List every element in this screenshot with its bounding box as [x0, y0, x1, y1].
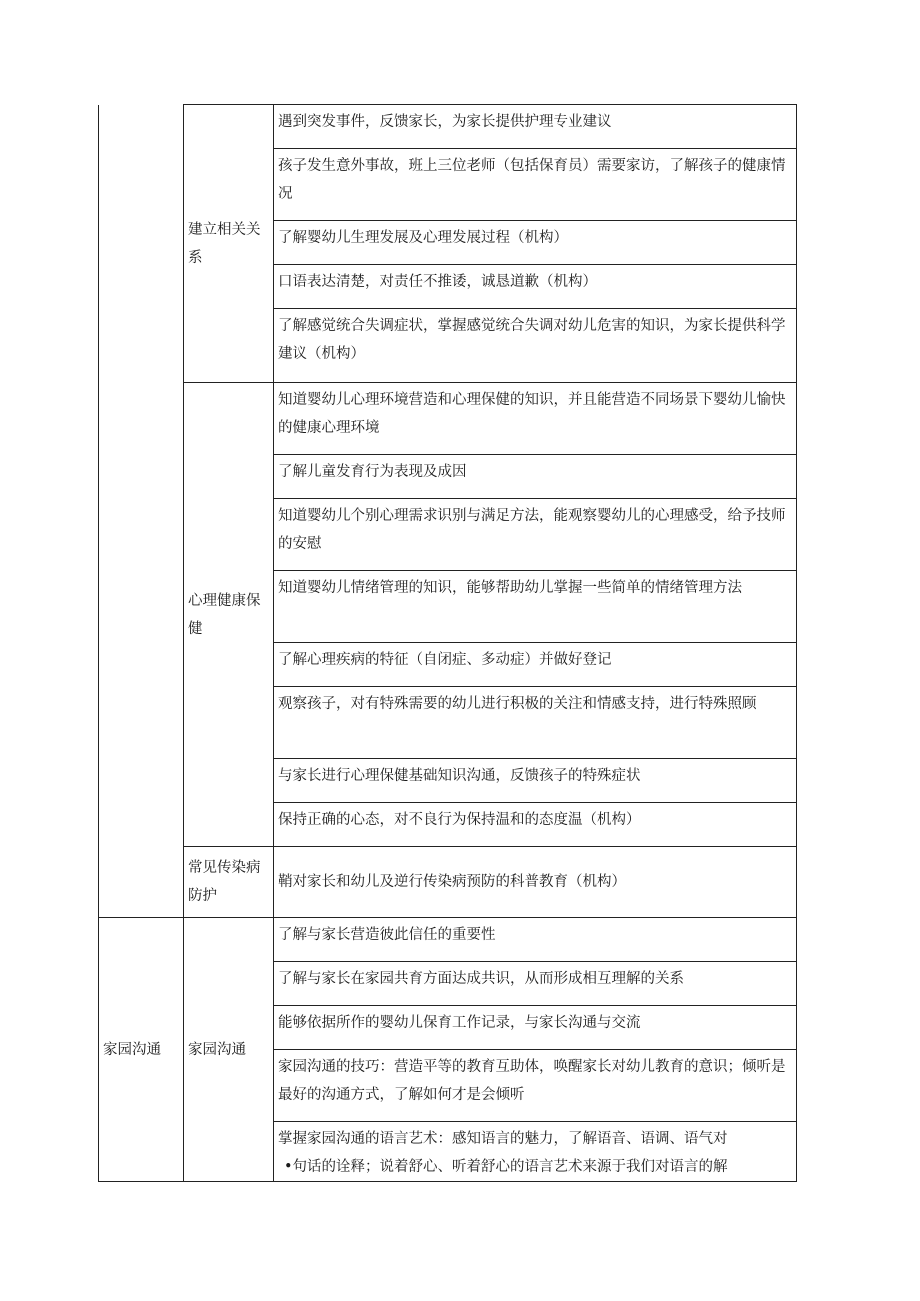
table-row	[99, 918, 797, 962]
item-text-continued: •句话的诠释；说着舒心、听着舒心的语言艺术来源于我们对语言的解	[284, 1159, 728, 1175]
item-cell: 遇到突发事件，反馈家长，为家长提供护理专业建议	[274, 105, 797, 149]
subcategory-cell: 家园沟通	[184, 918, 274, 1182]
table-row	[99, 105, 797, 149]
subcategory-cell: 建立相关关系	[184, 105, 274, 383]
item-text: 掌握家园沟通的语言艺术：感知语言的魅力，了解语音、语调、语气对	[278, 1131, 728, 1147]
table-row	[99, 847, 797, 918]
item-cell: 与家长进行心理保健基础知识沟通，反馈孩子的特殊症状	[274, 759, 797, 803]
item-cell: 孩子发生意外事故，班上三位老师（包括保育员）需要家访，了解孩子的健康情况	[274, 149, 797, 221]
item-cell: 知道婴幼儿情绪管理的知识，能够帮助幼儿掌握一些简单的情绪管理方法	[274, 571, 797, 643]
category-cell: 家园沟通	[99, 918, 184, 1182]
item-cell: 知道婴幼儿个别心理需求识别与满足方法，能观察婴幼儿的心理感受，给予技师的安慰	[274, 499, 797, 571]
item-cell: 家园沟通的技巧：营造平等的教育互助体，唤醒家长对幼儿教育的意识；倾听是最好的沟通方式，了解如何才是会倾听	[274, 1050, 797, 1122]
item-cell: 保持正确的心态，对不良行为保持温和的态度温（机构）	[274, 803, 797, 847]
item-cell: 了解婴幼儿生理发展及心理发展过程（机构）	[274, 221, 797, 265]
item-cell: 口语表达清楚，对责任不推诿，诚恳道歉（机构）	[274, 265, 797, 309]
table-row	[99, 383, 797, 455]
item-cell: 了解与家长在家园共育方面达成共识，从而形成相互理解的关系	[274, 962, 797, 1006]
item-cell: 鞘对家长和幼儿及逆行传染病预防的科普教育（机构）	[274, 847, 797, 918]
item-cell: 了解感觉统合失调症状，掌握感觉统合失调对幼儿危害的知识，为家长提供科学建议（机构）	[274, 309, 797, 383]
item-cell: 观察孩子，对有特殊需要的幼儿进行积极的关注和情感支持，进行特殊照顾	[274, 687, 797, 759]
content-table	[98, 104, 797, 1182]
subcategory-cell: 常见传染病防护	[184, 847, 274, 918]
subcategory-cell: 心理健康保健	[184, 383, 274, 847]
item-cell	[274, 1122, 797, 1182]
item-cell: 了解与家长营造彼此信任的重要性	[274, 918, 797, 962]
category-cell-blank	[99, 105, 184, 918]
item-cell: 知道婴幼儿心理环境营造和心理保健的知识，并且能营造不同场景下婴幼儿愉快的健康心理环境	[274, 383, 797, 455]
item-cell: 了解儿童发育行为表现及成因	[274, 455, 797, 499]
item-cell: 能够依据所作的婴幼儿保育工作记录，与家长沟通与交流	[274, 1006, 797, 1050]
item-cell: 了解心理疾病的特征（自闭症、多动症）并做好登记	[274, 643, 797, 687]
